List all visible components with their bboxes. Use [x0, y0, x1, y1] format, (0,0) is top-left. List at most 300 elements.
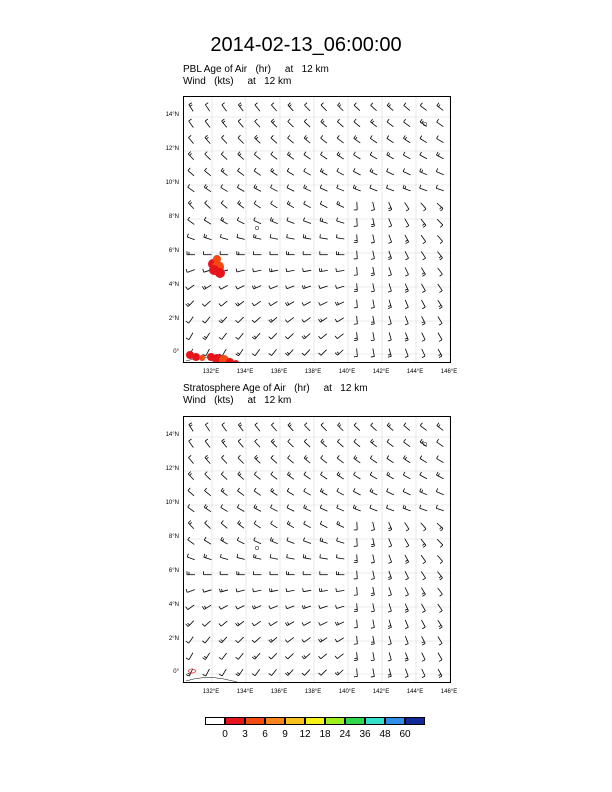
wind-barb [254, 168, 261, 175]
wind-barb [437, 219, 443, 227]
lon-tick-label: 136°E [270, 369, 288, 375]
wind-barb [371, 554, 374, 563]
wind-barb [219, 301, 227, 306]
wind-barb [405, 522, 409, 531]
wind-barb [403, 505, 411, 511]
wind-barb [437, 235, 442, 243]
wind-barb [188, 520, 193, 528]
colorbar-swatch [365, 717, 385, 725]
wind-barb [188, 168, 194, 176]
wind-barb [188, 135, 193, 143]
colorbar-swatch [305, 717, 325, 725]
wind-barb [354, 300, 357, 308]
wind-barb [337, 201, 344, 208]
wind-barb [420, 488, 427, 494]
wind-barb [204, 168, 210, 176]
wind-barb [304, 505, 311, 512]
wind-barb [354, 423, 360, 431]
wind-barb [320, 218, 328, 224]
wind-barb [421, 571, 425, 580]
wind-barb [288, 103, 293, 111]
wind-barb [321, 455, 327, 463]
wind-barb [253, 554, 261, 559]
wind-barb [320, 168, 327, 175]
wind-barb [405, 571, 409, 580]
wind-barb [422, 669, 425, 678]
wind-barb [319, 638, 328, 642]
wind-barb [337, 135, 343, 143]
wind-barb [422, 316, 426, 325]
lon-tick-label: 146°E [440, 369, 458, 375]
wind-barb [387, 152, 394, 159]
panel2-title-line1: Stratosphere Age of Air (hr) at 12 km [183, 383, 368, 394]
wind-barb [405, 587, 408, 596]
wind-barb [403, 455, 410, 462]
wind-barb [420, 168, 427, 174]
map-plot-stratosphere [184, 417, 451, 683]
wind-barb [205, 201, 211, 209]
wind-barb [203, 589, 212, 592]
wind-barb [354, 587, 357, 595]
wind-barb [405, 235, 409, 244]
wind-barb [337, 472, 344, 479]
wind-barb [254, 135, 260, 143]
wind-barb [320, 521, 327, 528]
wind-barb [370, 185, 377, 191]
wind-barb [437, 439, 444, 446]
wind-barb [237, 537, 244, 544]
wind-barb [222, 119, 227, 127]
wind-barb [287, 521, 294, 528]
wind-barb [255, 119, 260, 127]
wind-barb [320, 185, 327, 191]
wind-barb [221, 488, 227, 496]
wind-barb [269, 349, 277, 355]
wind-barb [354, 267, 357, 275]
wind-barb [371, 283, 374, 292]
wind-barb [236, 669, 243, 676]
wind-barb [287, 554, 295, 559]
wind-barb [388, 522, 391, 531]
wind-barb [238, 455, 244, 463]
wind-barb [318, 334, 326, 339]
wind-barb [254, 488, 261, 495]
wind-barb [304, 455, 310, 463]
wind-barb [438, 300, 442, 309]
wind-barb [371, 603, 374, 612]
wind-barb [271, 455, 277, 463]
wind-barb [237, 554, 245, 559]
lon-tick-label: 146°E [440, 689, 458, 695]
wind-barb [252, 333, 260, 339]
wind-barb [354, 554, 357, 562]
wind-barb [321, 119, 327, 127]
wind-barb [287, 185, 294, 192]
wind-barb [238, 119, 243, 127]
wind-barb [204, 184, 211, 191]
lat-tick-label: 10°N [165, 500, 179, 506]
wind-barb [187, 234, 195, 240]
wind-barb [371, 669, 374, 678]
wind-barb [269, 317, 277, 322]
wind-barb [354, 571, 357, 579]
wind-barb [421, 523, 426, 531]
age-of-air-contour [213, 255, 221, 263]
wind-barb [254, 472, 260, 480]
wind-barb [319, 302, 328, 306]
lon-tick-label: 134°E [236, 369, 254, 375]
wind-barb [438, 333, 442, 342]
wind-barb [320, 488, 327, 495]
colorbar-label: 24 [339, 729, 351, 740]
wind-barb [205, 472, 211, 480]
wind-barb [388, 620, 391, 629]
lon-tick-label: 144°E [406, 369, 424, 375]
map-plot-pbl [184, 97, 451, 363]
wind-barb [388, 235, 391, 244]
wind-barb [405, 267, 408, 276]
wind-barb [436, 488, 443, 494]
wind-barb [421, 555, 426, 564]
wind-barb [403, 185, 411, 191]
wind-barb [335, 622, 344, 625]
wind-barb [353, 185, 360, 191]
wind-barb [219, 653, 227, 659]
wind-barb [337, 505, 344, 511]
wind-barb [203, 669, 210, 676]
wind-barb [254, 201, 261, 208]
wind-barb [388, 571, 391, 580]
wind-barb [202, 301, 210, 306]
wind-barb [287, 472, 293, 480]
wind-barb [420, 103, 426, 111]
wind-barb [354, 472, 361, 479]
colorbar-label: 18 [319, 729, 331, 740]
wind-barb [270, 554, 278, 559]
wind-barb [221, 184, 228, 191]
wind-barb [222, 439, 227, 447]
wind-barb [420, 136, 427, 143]
wind-barb [386, 505, 393, 511]
wind-barb [370, 439, 376, 447]
wind-barb [354, 202, 357, 210]
wind-barb [186, 621, 194, 627]
wind-barb [270, 537, 277, 543]
wind-barb [285, 333, 293, 339]
wind-barb [371, 349, 374, 358]
wind-barb [204, 234, 212, 240]
wind-barb [420, 185, 428, 191]
colorbar-label: 60 [399, 729, 411, 740]
wind-barb [403, 168, 410, 174]
wind-barb [271, 439, 277, 447]
wind-barb [337, 439, 343, 447]
wind-barb [371, 234, 374, 243]
wind-barb [337, 538, 345, 544]
wind-barb [437, 539, 443, 547]
wind-barb [405, 202, 409, 211]
lat-tick-label: 2°N [168, 636, 179, 642]
wind-barb [371, 636, 374, 645]
wind-barb [236, 301, 245, 306]
wind-barb [336, 588, 344, 591]
wind-barb [271, 423, 276, 431]
wind-barb [221, 152, 227, 160]
wind-barb [387, 119, 393, 127]
wind-barb [405, 332, 408, 341]
wind-barb [388, 316, 391, 325]
wind-barb [370, 119, 376, 127]
colorbar-swatch [345, 717, 365, 725]
wind-barb [437, 103, 443, 111]
lat-tick-label: 8°N [168, 214, 179, 220]
wind-barb [354, 603, 357, 611]
wind-barb [371, 218, 374, 227]
wind-barb [304, 439, 310, 447]
wind-barb [405, 251, 409, 260]
wind-barb [337, 488, 344, 495]
wind-barb [319, 588, 327, 591]
wind-barb [404, 103, 410, 111]
wind-barb [336, 554, 344, 559]
wind-barb [302, 334, 310, 339]
wind-barb [255, 423, 260, 431]
lat-tick-label: 0° [173, 349, 179, 355]
wind-barb [252, 317, 260, 322]
wind-barb [219, 669, 226, 676]
wind-barb [303, 234, 311, 239]
wind-barb [271, 201, 278, 208]
wind-barb [271, 168, 278, 175]
wind-barb [235, 317, 243, 323]
wind-barb [354, 538, 357, 546]
wind-barb [320, 472, 327, 479]
colorbar-swatch [225, 717, 245, 725]
wind-barb [320, 554, 328, 559]
wind-barb [335, 318, 344, 322]
wind-barb [237, 217, 244, 224]
wind-barb [388, 251, 391, 260]
wind-barb [422, 653, 425, 662]
wind-barb [354, 620, 357, 628]
wind-barb [270, 505, 277, 512]
wind-barb [269, 333, 277, 339]
wind-barb [420, 472, 427, 479]
wind-barb [271, 135, 277, 143]
colorbar-label: 12 [299, 729, 311, 740]
wind-barb [302, 302, 311, 306]
wind-barb [319, 622, 328, 626]
wind-barb [421, 203, 426, 211]
wind-barb [186, 317, 193, 324]
wind-barb [388, 669, 391, 678]
wind-barb [354, 251, 357, 259]
lon-tick-label: 132°E [202, 369, 220, 375]
wind-barb [371, 267, 374, 276]
wind-barb [387, 439, 393, 447]
wind-barb [318, 654, 326, 659]
wind-barb [285, 622, 294, 626]
lat-tick-label: 6°N [168, 568, 179, 574]
lat-tick-label: 0° [173, 669, 179, 675]
wind-barb [371, 571, 374, 580]
wind-barb [387, 455, 394, 462]
lon-tick-label: 134°E [236, 689, 254, 695]
wind-barb [422, 636, 426, 645]
colorbar-swatch [285, 717, 305, 725]
wind-barb [438, 653, 442, 662]
wind-barb [221, 168, 227, 176]
wind-barb [420, 423, 426, 431]
wind-barb [335, 670, 343, 675]
wind-barb [437, 523, 443, 531]
wind-barb [238, 472, 244, 480]
wind-barb [202, 653, 209, 660]
wind-barb [219, 637, 227, 643]
lat-tick-label: 14°N [165, 432, 179, 438]
wind-barb [304, 488, 311, 495]
wind-barb [287, 168, 294, 175]
wind-barb [371, 538, 374, 547]
lon-tick-label: 136°E [270, 689, 288, 695]
wind-barb [370, 488, 377, 495]
wind-barb [337, 152, 344, 159]
wind-barb [437, 423, 443, 431]
wind-barb [371, 300, 374, 309]
wind-barb [220, 554, 228, 560]
wind-barb [354, 234, 357, 242]
wind-barb [204, 554, 212, 560]
wind-barb [405, 555, 409, 564]
wind-barb [403, 488, 410, 494]
wind-barb [438, 284, 443, 293]
wind-barb [271, 152, 277, 160]
wind-barb [420, 152, 427, 159]
wind-barb [304, 521, 311, 528]
wind-barb [269, 268, 278, 271]
wind-barb [254, 152, 260, 160]
wind-barb [436, 152, 443, 159]
wind-barb [238, 168, 245, 175]
wind-barb [421, 284, 425, 293]
wind-barb [370, 152, 377, 159]
wind-barb [238, 103, 243, 111]
wind-barb [354, 316, 357, 324]
wind-barb [188, 504, 195, 511]
lat-tick-label: 8°N [168, 534, 179, 540]
wind-barb [254, 217, 261, 223]
wind-barb [387, 472, 394, 479]
wind-barb [287, 505, 294, 512]
wind-barb [221, 455, 226, 463]
wind-barb [354, 669, 357, 677]
wind-barb [271, 521, 278, 528]
wind-barb [271, 103, 276, 111]
colorbar-label: 48 [379, 729, 391, 740]
wind-barb [271, 472, 277, 480]
colorbar-label: 36 [359, 729, 371, 740]
wind-barb [354, 439, 360, 447]
wind-barb [221, 201, 227, 209]
lat-tick-label: 4°N [168, 282, 179, 288]
lat-tick-label: 14°N [165, 112, 179, 118]
wind-barb [287, 201, 294, 208]
wind-barb [238, 439, 243, 447]
wind-barb [354, 455, 361, 462]
colorbar-swatch [325, 717, 345, 725]
wind-barb [371, 332, 374, 341]
wind-barb [252, 301, 261, 306]
wind-barb [371, 251, 374, 260]
wind-barb [270, 185, 277, 192]
wind-barb [287, 217, 294, 223]
wind-barb [236, 349, 243, 356]
wind-barb [405, 316, 408, 325]
lon-tick-label: 140°E [338, 369, 356, 375]
wind-barb [388, 332, 391, 341]
wind-barb [204, 217, 211, 224]
wind-barb [436, 472, 443, 479]
wind-barb [288, 119, 294, 127]
wind-barb [189, 103, 193, 112]
wind-barb [354, 103, 360, 111]
wind-barb [302, 318, 311, 323]
wind-barb [371, 316, 374, 325]
wind-barb [202, 317, 210, 323]
wind-barb [335, 654, 343, 659]
wind-barb [388, 283, 391, 292]
wind-barb [188, 472, 194, 480]
wind-barb [422, 300, 426, 309]
wind-barb [388, 555, 391, 564]
wind-barb [188, 537, 195, 544]
wind-barb [354, 332, 357, 340]
wind-barb [252, 669, 260, 675]
map-panel-stratosphere-age [183, 416, 451, 683]
wind-barb [221, 135, 226, 143]
wind-barb [287, 537, 294, 543]
wind-barb [388, 300, 391, 309]
wind-barb [237, 184, 244, 191]
wind-barb [238, 521, 244, 529]
wind-barb [370, 168, 377, 175]
wind-barb [189, 423, 193, 432]
wind-barb [438, 349, 442, 358]
wind-barb [437, 136, 444, 143]
wind-barb [420, 505, 428, 511]
wind-barb [437, 555, 442, 563]
wind-barb [222, 423, 227, 432]
page-title: 2014-02-13_06:00:00 [210, 34, 402, 56]
wind-barb [354, 119, 360, 127]
wind-barb [387, 423, 393, 431]
wind-barb [202, 333, 209, 340]
wind-barb [337, 168, 344, 175]
wind-barb [221, 504, 228, 511]
wind-barb [220, 234, 228, 240]
wind-barb [388, 202, 391, 211]
wind-barb [186, 333, 193, 340]
wind-barb [336, 234, 344, 239]
wind-barb [437, 456, 444, 463]
wind-barb [304, 201, 311, 208]
wind-barb [337, 185, 344, 191]
wind-barb [287, 488, 294, 495]
wind-barb [405, 636, 408, 645]
wind-barb [388, 603, 391, 612]
wind-barb [271, 488, 278, 495]
wind-barb [371, 103, 377, 111]
